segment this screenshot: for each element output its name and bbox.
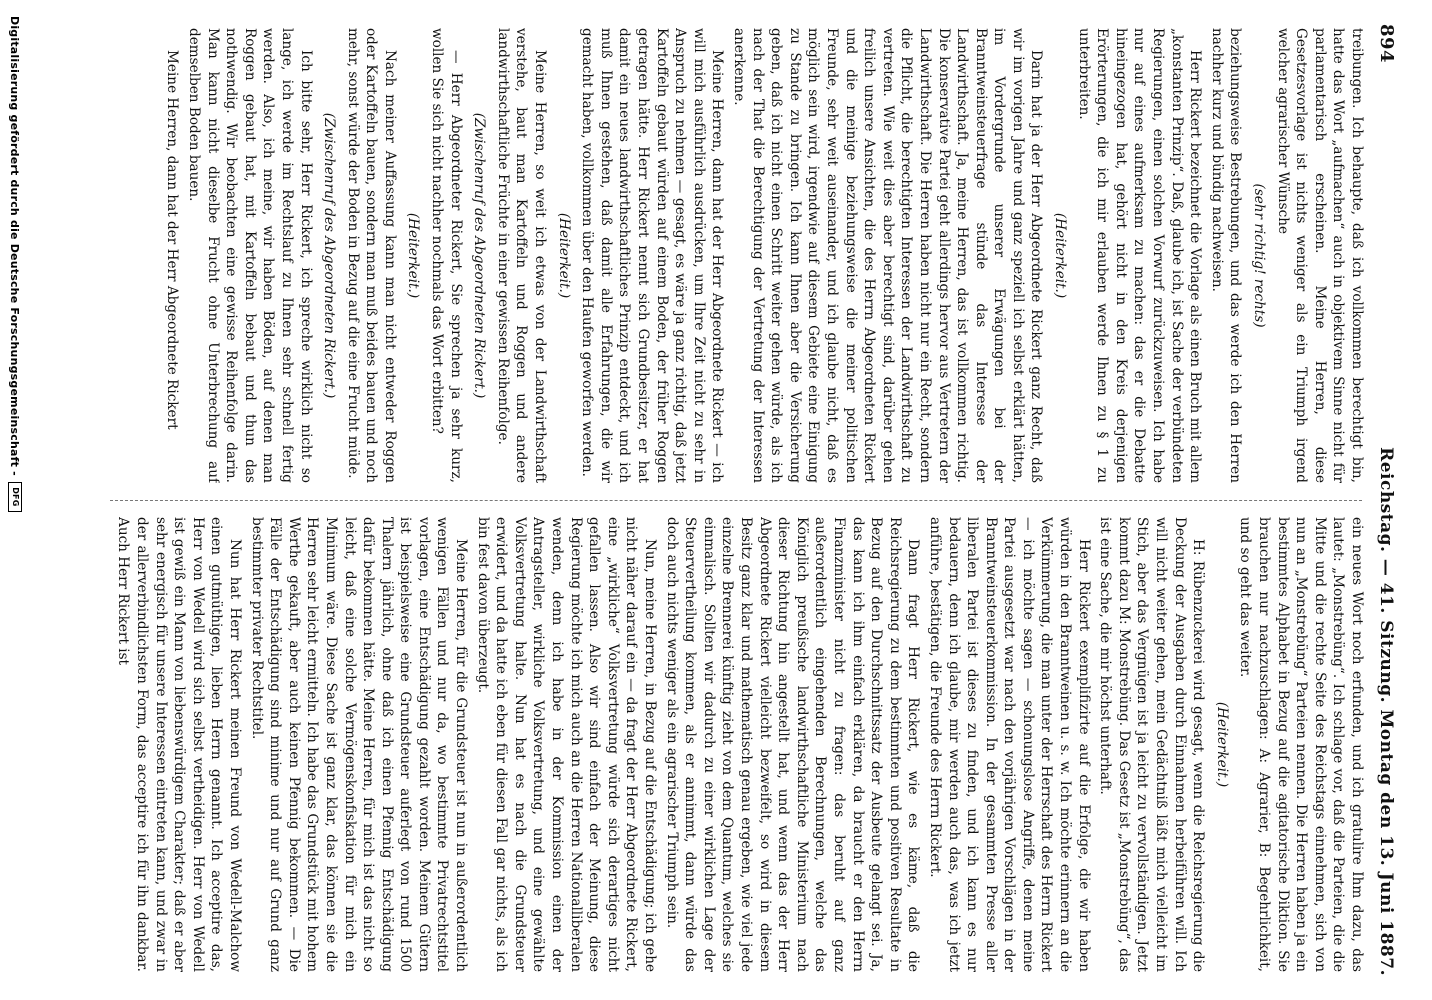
stage-direction: (Zwischenruf des Abgeordneten Rickert.)	[471, 112, 488, 399]
paragraph: Darin hat ja der Herr Abgeordnete Rickert ganz Recht, daß wir im vorigen Jahre und ganz speziell ich selbst erklärt hätten, im Vordergrunde unserer Erwägungen bei der Branntweinsteuerfrage stünde das Interesse der Landwirthschaft. Ja, meine Herren, das ist vollkommen richtig. Die konservative Partei geht allerdings hervor aus Vertretern der Landwirthschaft. Die Herren haben nicht nur ein Recht, sondern die Pflicht, die berechtigten Interessen der Landwirthschaft zu vertreten. Wie weit dies aber berechtigt sind, darüber gehen freilich unsere Ansichten, die des Herrn Abgeordneten Rickert und die meinige beziehungsweise die meiner politischen Freunde, sehr weit auseinander, und ich glaube nicht, daß es möglich sein wird, irgendwie auf diesem Gebiete eine Einigung zu Stande zu bringen. Ich kann Ihnen aber die Versicherung geben, daß ich nicht einen Schritt weiter gehen würde, als ich nach der That die Berechtigung der Vertretung der Interessen anerkenne.	[731, 28, 1045, 483]
paragraph: Nach meiner Auffassung kann man nicht entweder Roggen oder Kartoffeln bauen, sondern man muß beides bauen und noch mehr, sonst würde der Boden in Bezug auf die eine Frucht müde.	[344, 28, 398, 483]
left-column	[96, 28, 1366, 483]
column-divider	[110, 500, 1362, 501]
paragraph: Meine Herren, für die Grundsteuer ist nun in außerordentlich wenigen Fällen und nur da, wo bestimmte Privatrechtstitel vorlagen, eine Entschädigung gezahlt worden. Meinem Gütern ist beispielsweise eine Grundsteuer auferlegt von rund 1500 Thalern jährlich, ohne daß ich einen Pfennig Entschädigung dafür bekommen hätte. Meine Herren, für mich ist das nicht so leicht, daß eine solche Vermögenskonfiskation für mich ein Minimum wäre. Diese Sache ist ganz klar, das können sie die Herren sehr leicht ermitteln. Ich habe das Grundstück mit hohem Werthe gekauft, aber auch keinen Pfennig bekommen. — Die Fälle der Entschädigung sind minime und nur auf Grund ganz bestimmter privater Rechtstitel.	[248, 517, 470, 972]
paragraph: Meine Herren, so weit ich etwas von der Landwirthschaft verstehe, baut man Kartoffeln und Roggen und andere landwirthschaftliche Früchte in einer gewissen Reihenfolge.	[494, 28, 549, 483]
right-column	[96, 517, 1366, 972]
paragraph: ein neues Wort noch erfunden, und ich gratulire Ihm dazu, das lautet: „Monstrebüng“. Ich schlage vor, daß die Parteien, die die Mitte und die rechte Seite des Reichstags einnehmen, sich von nun an „Monstrebüng“ Parteien nennen. Die Herren haben ja ein bestimmtes Alphabet in Bezug auf die agitatorische Diktion. Sie brauchen nur nachzuschlagen: A: Agrarier, B: Begehrlichkeit, und so geht das weiter.	[1237, 517, 1365, 972]
page-title: Reichstag. — 41. Sitzung. Montag den 13. Juni 1887.	[1376, 447, 1396, 976]
stage-direction: (Heiterkeit.)	[555, 212, 572, 299]
paragraph: Dann fragt Herr Rickert, wie es käme, daß die Reichsregierung zu dem bestimmten und positiven Resultate in Bezug auf den Durchschnittssatz der Ausbeute gelangt sei. Ja, das kann ich ihm einfach erklären, da braucht er den Herrn Finanzminister nicht zu fragen: das beruht auf ganz außerordentlich eingehenden Berechnungen, welche das Königlich preußische landwirthschaftliche Ministerium nach dieser Richtung hin angestellt hat, und wenn das der Herr Abgeordnete Rickert vielleicht bezweifelt, so wird in diesem Besitz ganz klar und mathematisch genau ergeben, wie viel jede einzelne Brennerei künftig zieht von dem Quantum, welches sie einmalisch. Sollten wir dadurch zu einer wirklichen Lage der Steuervertheilung kommen, als er annimmt, dann würde das doch auch nichts weniger als ein agrarischer Triumph sein.	[663, 517, 922, 972]
dfg-logo: DFG	[8, 482, 22, 512]
paragraph: Ich bitte sehr, Herr Rickert, ich spreche wirklich nicht so lange, ich werde im Rechtslauf zu Ihnen sehr schnell fertig werden. Also, ich meine, wir haben Böden, auf denen man Roggen gebaut hat, mit Kartoffeln bebaut und thun das nothwendig. Wir beobachten eine gewisse Reihenfolge darin. Man kann nicht dieselbe Frucht ohne Unterbrechung auf demselben Boden bauen.	[185, 28, 314, 483]
stage-direction: (Heiterkeit.)	[405, 212, 422, 299]
paragraph: Nun hat Herr Rickert meinen Freund von Wedell-Malchow einen gutmüthigen, lieben Herrn genannt. Ich acceptire das, Herr von Wedell wird sich selbst vertheidigen. Herr von Wedell ist gewiß ein Mann von liebenswürdigem Charakter; daß er aber sehr energisch für unsere Interessen eintreten kann, und zwar in der allerverbindlichsten Form, das acceptire ich für ihn dankbar. Auch Herr Rickert ist	[115, 517, 243, 972]
stage-direction: (Zwischenruf des Abgeordneten Rickert.)	[321, 112, 338, 399]
page-number: 894	[1376, 24, 1397, 64]
paragraph: Nun, meine Herren, in Bezug auf die Entschädigung; ich gehe nicht näher darauf ein — da fragt der Herr Abgeordnete Rickert, eine „wirkliche“ Volksvertretung würde sich derartiges nicht gefallen lassen. Also wir sind einfach der Meinung, diese Regierung möchte ich mich auch an die Herren Nationalliberalen wenden, denn ich habe in der Kommission einen der Antragsteller, wirkliche Volksvertretung, und eine gewählte Volksvertretung halte. Nun hat es nach die Grundsteuer erwidert, und da hatte ich eben für diesen Fall gar nichts, als ich bin fest davon überzeugt.	[474, 517, 659, 972]
paragraph: beziehungsweise Bestrebungen, und das werde ich den Herren nachher kurz und bündig nachweisen.	[1208, 28, 1244, 483]
page-header	[1376, 24, 1412, 976]
paragraph: Meine Herren, dann hat der Herr Abgeordnete Rickert	[164, 50, 181, 430]
footer-text: Digitalisierung gefördert durch die Deutsche Forschungsgemeinschaft -	[8, 16, 22, 476]
stage-direction: (Heiterkeit.)	[1213, 701, 1230, 788]
paragraph: Meine Herren, dann hat der Herr Abgeordnete Rickert — ich will mich ausführlich ausdrücken, um Ihre Zeit nicht zu sehr in Anspruch zu nehmen — gesagt, es wäre ja ganz richtig, daß jetzt Kartoffeln gebaut würden auf einem Boden, der früher Roggen getragen hätte. Herr Rickert nennt sich Grundbesitzer, er hat damit ein neues landwirthschaftliches Prinzip entdeckt, und ich muß Ihnen gestehen, daß damit alle Erfahrungen, die wir gemacht haben, vollkommen über den Haufen geworfen werden.	[579, 28, 726, 483]
paragraph: Herr Rickert exemplifizirte auf die Erfolge, die wir haben würden in den Branntweinen u. s. w. Ich möchte erinnern an die Verkümmerung, die man unter der Herrschaft des Herrn Rickert — ich möchte sagen — schonungslose Angriffe, denen meine Partei ausgesetzt war nach den vorjährigen Vorschlägen in der Branntweinsteuerkommission. In der gesammten Presse aller liberalen Partei ist dieses zu finden, und ich kann es nur bedauern, denn ich glaube, mir werden auch das, was ich jetzt anführe, bestätigen, die Freunde des Herrn Rickert.	[926, 517, 1092, 972]
stage-direction: (sehr richtig! rechts)	[1251, 183, 1268, 328]
paragraph: Herr Rickert bezeichnet die Vorlage als einen Bruch mit allem „konstanten Prinzip“. Daß, glaube ich, ist Sache der verbündeten Regierungen, einen solchen Vorwurf zurückzuweisen. Ich habe nur auf eines aufmerksam zu machen: das er die Debatte hineingezogen hat, gehört nicht in den Kreis derjenigen Erörterungen, die ich mir erlauben werde Ihnen zu § 1 zu unterbreiten.	[1075, 28, 1204, 483]
paragraph: — Herr Abgeordneter Rickert, Sie sprechen ja sehr kurz, wollen Sie sich nicht nachher nochmals das Wort erbitten?	[429, 28, 464, 483]
stage-direction: (Heiterkeit.)	[1052, 212, 1069, 299]
paragraph: H: Rübenzuckerei wird gesagt, wenn die Reichsregierung die Deckung der Ausgaben durch Einnahmen herbeiführen will. Ich will nicht weiter gehen, mein Gedächtniß läßt mich vielleicht im Stich, aber das Vergnügen ist ja leicht zu vervollständigen. Jetzt kommt dazu M: Monstrebüng. Das Gesetz ist „Monstrebüng“, das ist eine Sache, die mir höchst unterhaft.	[1097, 517, 1207, 972]
paragraph: treibungen. Ich behaupte, daß ich vollkommen berechtigt bin, hatte das Wort „aufmachen“ auch in objektivem Sinne nicht für parlamentarisch erscheinen. Meine Herren, diese Gesetzesvorlage ist nichts weniger als ein Triumph irgend welcher agrarischer Wünsche	[1274, 28, 1365, 483]
digitization-footer	[4, 0, 26, 1000]
